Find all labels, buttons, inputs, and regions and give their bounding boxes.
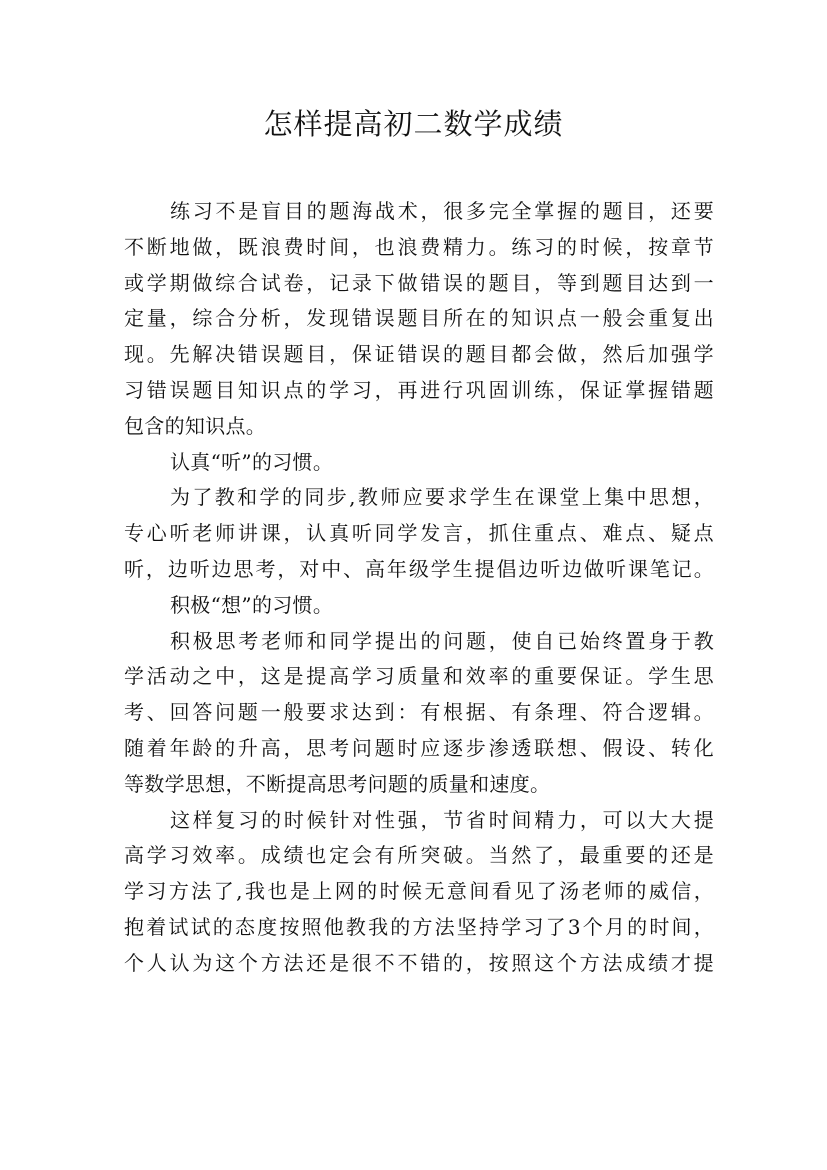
text-line: 听，边听边思考，对中、高年级学生提倡边听边做听课笔记。: [124, 556, 714, 581]
text-line: 考、回答问题一般要求达到：有根据、有条理、符合逻辑。: [124, 700, 714, 725]
text-line: 现。先解决错误题目，保证错误的题目都会做，然后加强学: [124, 342, 714, 367]
text-line: 抱着试试的态度按照他教我的方法坚持学习了3个月的时间，: [124, 914, 714, 939]
text-line: 练习不是盲目的题海战术，很多完全掌握的题目，还要: [170, 199, 714, 223]
text-line: 积极思考老师和同学提出的问题，使自已始终置身于教: [170, 628, 714, 653]
text-line: 随着年龄的升高，思考问题时应逐步渗透联想、假设、转化: [124, 735, 714, 760]
text-line: 习错误题目知识点的学习，再进行巩固训练，保证掌握错题: [124, 377, 714, 402]
text-line: 定量，综合分析，发现错误题目所在的知识点一般会重复出: [124, 306, 714, 331]
text-line: 学习方法了,我也是上网的时候无意间看见了汤老师的威信，: [124, 879, 714, 904]
text-line: 或学期做综合试卷，记录下做错误的题目，等到题目达到一: [124, 270, 714, 295]
text-line: 认真“听”的习惯。: [170, 449, 334, 474]
text-line: 高学习效率。成绩也定会有所突破。当然了，最重要的还是: [124, 843, 714, 868]
text-line: 个人认为这个方法还是很不不错的，按照这个方法成绩才提: [124, 950, 714, 975]
document-body: [124, 194, 714, 982]
document-title: 怎样提高初二数学成绩: [263, 107, 564, 141]
text-line: 为了教和学的同步,教师应要求学生在课堂上集中思想，: [170, 485, 714, 510]
text-line: 专心听老师讲课，认真听同学发言，抓住重点、难点、疑点: [124, 521, 714, 546]
text-line: 积极“想”的习惯。: [170, 592, 334, 617]
text-line: 不断地做，既浪费时间，也浪费精力。练习的时候，按章节: [124, 234, 714, 259]
text-line: 学活动之中，这是提高学习质量和效率的重要保证。学生思: [124, 664, 714, 689]
text-line: 这样复习的时候针对性强，节省时间精力，可以大大提: [170, 807, 714, 832]
text-line: 包含的知识点。: [124, 413, 267, 438]
text-line: 等数学思想，不断提高思考问题的质量和速度。: [124, 771, 551, 796]
